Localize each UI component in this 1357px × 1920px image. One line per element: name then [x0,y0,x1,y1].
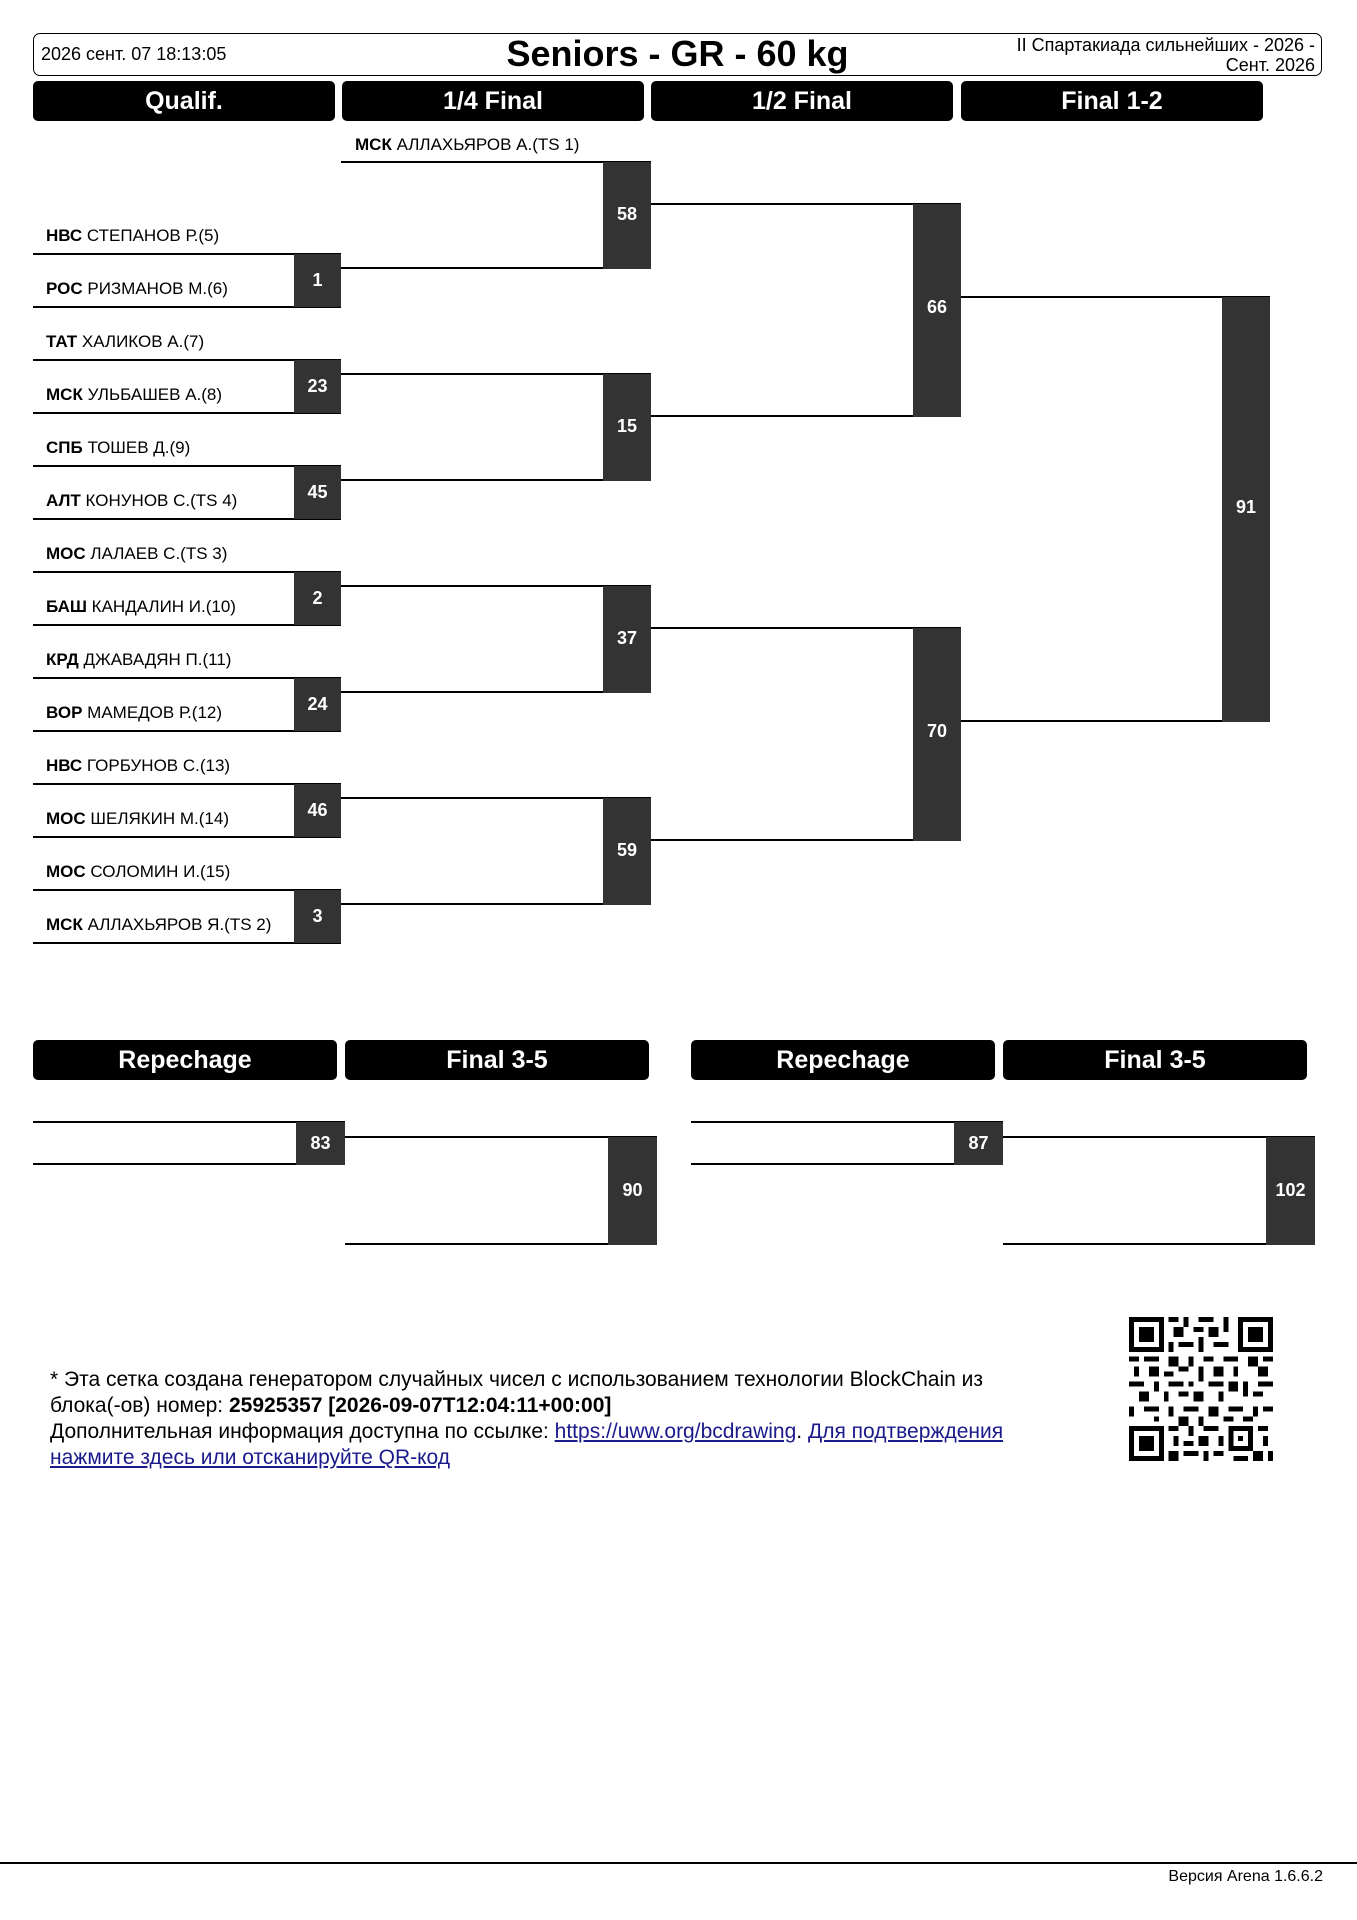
bout-q6[interactable] [294,784,341,837]
bout-final-3-5-right[interactable] [1266,1137,1315,1245]
bout-number: 24 [307,694,328,714]
bout-number: 102 [1275,1180,1306,1200]
athlete-6 [46,438,190,458]
bout-number: 66 [926,297,948,317]
note-block-label: блока(-ов) номер: [50,1394,229,1417]
athlete-14-team: МОС [46,862,86,881]
athlete-12-team: НВС [46,756,83,775]
event-name-line2: Сент. 2026 [1225,55,1315,75]
bout-number: 90 [622,1180,643,1200]
athlete-5-name: УЛЬБАШЕВ А.(8) [87,385,223,404]
bout-number: 46 [307,800,328,820]
bout-qf1[interactable] [603,162,651,269]
bout-q5[interactable] [294,678,341,731]
athlete-2 [46,226,219,246]
athlete-9-name: КАНДАЛИН И.(10) [91,597,236,616]
note-info-label: Дополнительная информация доступна по ссылке: [50,1420,555,1443]
athlete-9-team: БАШ [46,597,87,616]
note-line2 [50,1393,1070,1419]
bout-q4[interactable] [294,572,341,625]
bout-number: 37 [616,628,638,648]
confirm-link[interactable]: Для подтверждения нажмите здесь или отсканируйте QR-код [50,1420,1004,1469]
page-title: Seniors - GR - 60 kg [506,33,849,74]
athlete-11-name: МАМЕДОВ Р.(12) [87,703,223,722]
athlete-5-team: МСК [46,385,83,404]
round-header-quarterfinal: 1/4 Final [342,81,644,121]
athlete-4-name: ХАЛИКОВ А.(7) [81,332,205,351]
athlete-13 [46,809,229,829]
athlete-14 [46,862,230,882]
note-line1: * Эта сетка создана генератором случайных чисел с использованием технологии BlockChain из [50,1368,984,1391]
athlete-7 [46,491,237,511]
bout-sf1[interactable] [913,204,961,417]
athlete-15-team: МСК [46,915,83,934]
athlete-10-name: ДЖАВАДЯН П.(11) [83,650,232,669]
blockchain-note [50,1367,1070,1471]
bout-q1[interactable] [294,254,341,307]
bout-repechage-left[interactable] [296,1122,345,1165]
athlete-12-name: ГОРБУНОВ С.(13) [86,756,231,775]
athlete-4-team: ТАТ [46,332,78,351]
note-block-number: 25925357 [2026-09-07T12:04:11+00:00] [228,1394,612,1417]
bout-number: 45 [307,482,328,502]
bout-q7[interactable] [294,890,341,943]
athlete-12 [46,756,230,776]
athlete-1-name: АЛЛАХЬЯРОВ А.(TS 1) [396,135,580,154]
bout-number: 3 [312,906,323,926]
athlete-3 [46,279,228,299]
athlete-11-team: ВОР [46,703,83,722]
athlete-7-team: АЛТ [46,491,81,510]
athlete-2-team: НВС [46,226,83,245]
athlete-8-team: МОС [46,544,86,563]
round-header-qualif: Qualif. [33,81,335,121]
athlete-10 [46,650,231,670]
athlete-15-name: АЛЛАХЬЯРОВ Я.(TS 2) [87,915,272,934]
note-link-separator: . [796,1420,808,1443]
athlete-5 [46,385,222,405]
event-name-line1: II Спартакиада сильнейших - 2026 - [1016,35,1315,55]
qr-code-icon[interactable] [1129,1317,1273,1461]
bout-number: 23 [307,376,328,396]
athlete-4 [46,332,204,352]
repechage-header-right: Repechage [691,1040,995,1080]
bout-q2[interactable] [294,360,341,413]
bout-final-3-5-left[interactable] [608,1137,657,1245]
bout-repechage-right[interactable] [954,1122,1003,1165]
header-datetime: 2026 сент. 07 18:13:05 [41,44,227,64]
note-line3 [50,1419,1070,1471]
bout-number: 1 [312,270,323,290]
bout-qf4[interactable] [603,798,651,905]
athlete-3-name: РИЗМАНОВ М.(6) [87,279,228,298]
athlete-15 [46,915,271,935]
bout-number: 59 [616,840,638,860]
bout-number: 15 [616,416,638,436]
bout-final[interactable] [1222,297,1270,722]
final-3-5-header-left: Final 3-5 [345,1040,649,1080]
bout-qf3[interactable] [603,586,651,693]
athlete-13-name: ШЕЛЯКИН М.(14) [90,809,229,828]
athlete-11 [46,703,222,723]
bout-number: 58 [616,204,638,224]
athlete-8-name: ЛАЛАЕВ С.(TS 3) [90,544,228,563]
athlete-6-name: ТОШЕВ Д.(9) [87,438,191,457]
athlete-10-team: КРД [46,650,79,669]
bout-number: 87 [968,1133,989,1153]
final-3-5-header-right: Final 3-5 [1003,1040,1307,1080]
athlete-3-team: РОС [46,279,83,298]
athlete-1-team: МСК [355,135,392,154]
athlete-6-team: СПБ [46,438,83,457]
athlete-8 [46,544,227,564]
event-name [1017,35,1315,75]
footer-divider [0,1862,1357,1864]
bcdrawing-link[interactable]: https://uww.org/bcdrawing [554,1420,797,1443]
bout-number: 91 [1235,497,1257,517]
bout-number: 2 [312,588,323,608]
bout-q3[interactable] [294,466,341,519]
athlete-1 [355,135,579,155]
athlete-14-name: СОЛОМИН И.(15) [90,862,231,881]
version-label: Версия Arena 1.6.6.2 [1168,1868,1323,1885]
repechage-header-left: Repechage [33,1040,337,1080]
header-box [33,33,1322,76]
bout-number: 83 [310,1133,331,1153]
round-header-final: Final 1-2 [961,81,1263,121]
athlete-2-name: СТЕПАНОВ Р.(5) [86,226,220,245]
athlete-9 [46,597,236,617]
athlete-7-name: КОНУНОВ С.(TS 4) [85,491,238,510]
athlete-13-team: МОС [46,809,86,828]
bout-sf2[interactable] [913,628,961,841]
bout-qf2[interactable] [603,374,651,481]
round-header-semifinal: 1/2 Final [651,81,953,121]
bout-number: 70 [926,721,948,741]
